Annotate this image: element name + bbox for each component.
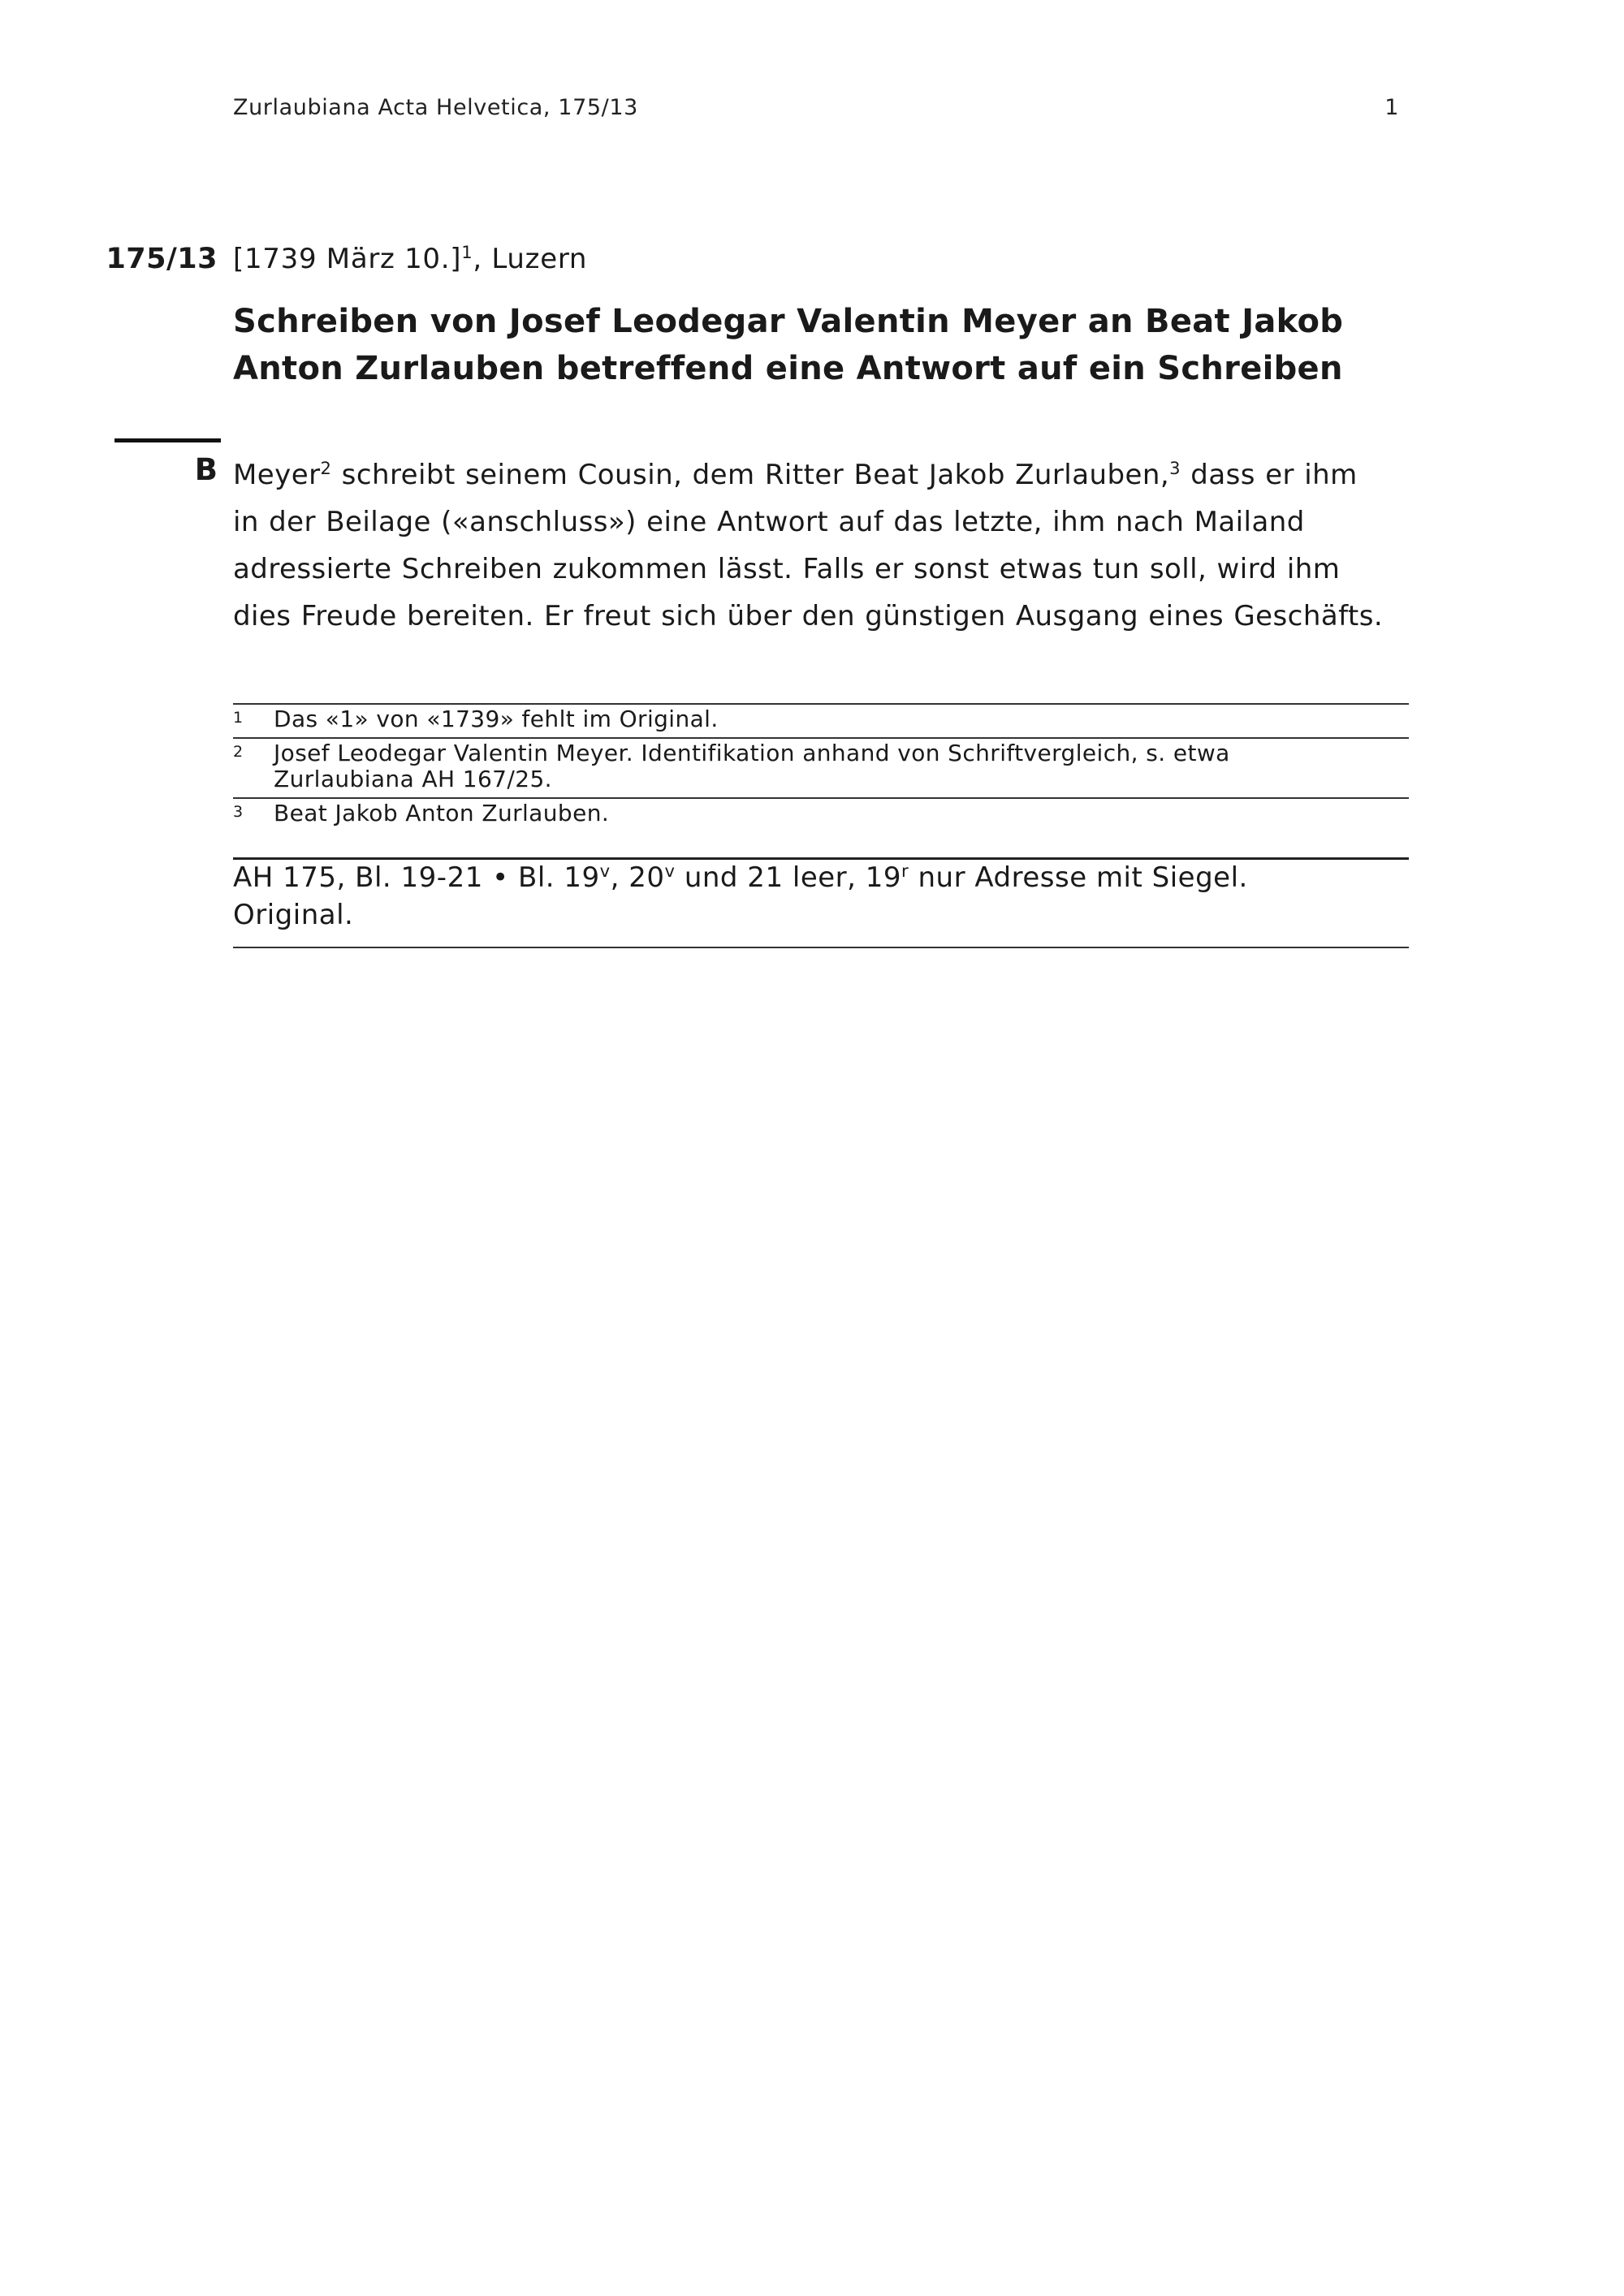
footnotes	[233, 703, 1409, 831]
summary-text: Meyer	[233, 459, 321, 491]
footnote-ref-1[interactable]: 1	[461, 242, 473, 263]
source-text: , 20	[610, 861, 665, 894]
source-line	[233, 859, 1409, 896]
footnote	[233, 739, 1409, 797]
page-number: 1	[1384, 95, 1399, 120]
source-note	[233, 859, 1409, 934]
footnote-number: 2	[233, 743, 244, 761]
margin-rule	[114, 438, 221, 442]
running-header-title: Zurlaubiana Acta Helvetica, 175/13	[233, 95, 638, 120]
source-text: nur Adresse mit Siegel.	[909, 861, 1248, 894]
footnote-text: Das «1» von «1739» fehlt im Original.	[274, 706, 719, 732]
folio-side: v	[599, 861, 611, 882]
source-line: Original.	[233, 899, 354, 931]
summary-text: schreibt seinem Cousin, dem Ritter Beat Jakob Zurlauben,	[331, 459, 1170, 491]
form-marker: B	[194, 452, 218, 487]
document-date: [1739 März 10.]	[233, 243, 462, 275]
footnote	[233, 799, 1409, 831]
folio-side: v	[664, 861, 676, 882]
source-divider	[233, 947, 1409, 948]
document-place: , Luzern	[473, 243, 588, 275]
title-line: Anton Zurlauben betreffend eine Antwort auf ein Schreiben	[233, 350, 1343, 387]
footnote-number: 3	[233, 803, 244, 821]
footnote-ref-2[interactable]: 2	[320, 458, 332, 479]
source-text: und 21 leer, 19	[675, 861, 902, 894]
footnote-text: Zurlaubiana AH 167/25.	[274, 766, 552, 792]
footnote-number: 1	[233, 709, 244, 727]
folio-side: r	[901, 861, 909, 882]
footnote-text: Beat Jakob Anton Zurlauben.	[274, 800, 610, 826]
summary-line: in der Beilage («anschluss») eine Antwort auf das letzte, ihm nach Mailand	[233, 506, 1305, 538]
footnote-text: Josef Leodegar Valentin Meyer. Identifikation anhand von Schriftvergleich, s. etwa	[274, 740, 1230, 766]
summary-line	[233, 451, 1419, 498]
summary-text: dass er ihm	[1181, 459, 1358, 491]
title-line: Schreiben von Josef Leodegar Valentin Meyer an Beat Jakob	[233, 303, 1344, 340]
summary-line: adressierte Schreiben zukommen lässt. Falls er sonst etwas tun soll, wird ihm	[233, 553, 1341, 585]
document-title	[233, 298, 1344, 392]
footnote	[233, 705, 1409, 737]
summary-line: dies Freude bereiten. Er freut sich über den günstigen Ausgang eines Geschäfts.	[233, 600, 1384, 632]
running-header	[233, 95, 1409, 127]
source-text: AH 175, Bl. 19-21 • Bl. 19	[233, 861, 600, 894]
date-line	[233, 243, 1402, 275]
footnote-ref-3[interactable]: 3	[1169, 458, 1181, 479]
document-number: 175/13	[106, 243, 218, 275]
summary-paragraph	[233, 451, 1419, 640]
